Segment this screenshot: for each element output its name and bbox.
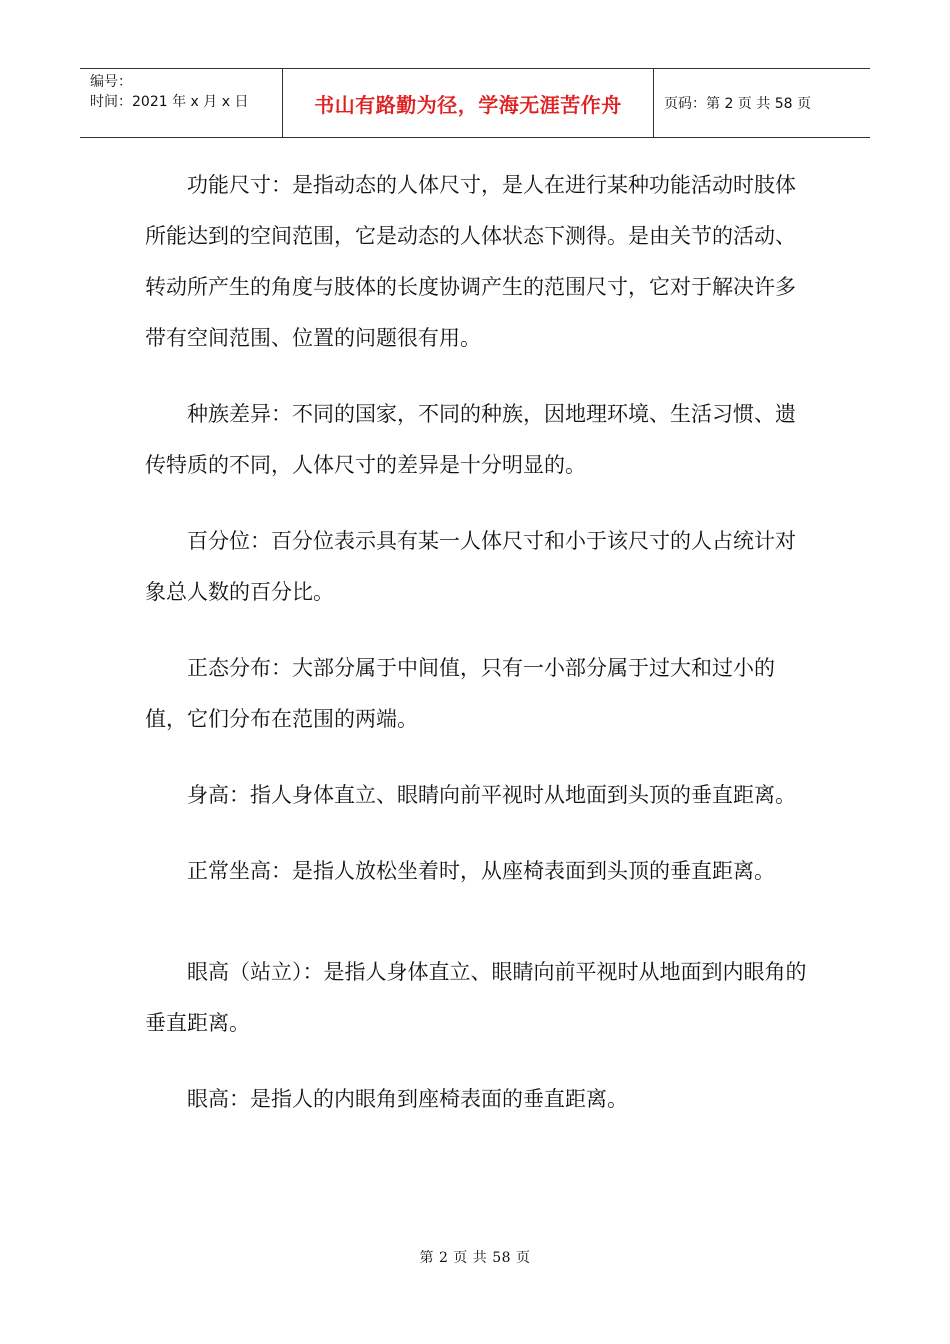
paragraph-functional-size: 功能尺寸：是指动态的人体尺寸，是人在进行某种功能活动时肢体所能达到的空间范围，它是动态的人体状态下测得。是由关节的活动、 转动所产生的角度与肢体的长度协调产生的范围尺寸，它对于解决许多带有空间范围、位置的问题很有用。 (145, 173, 810, 350)
paragraph-sitting-height: 正常坐高：是指人放松坐着时，从座椅表面到头顶的垂直距离。 (187, 859, 775, 883)
document-body (145, 160, 815, 1150)
header-motto: 书山有路勤为径，学海无涯苦作舟 (282, 69, 654, 137)
paragraph-eye-height-sitting: 眼高：是指人的内眼角到座椅表面的垂直距离。 (187, 1087, 628, 1111)
document-time-label: 时间：2021 年 x 月 x 日 (90, 94, 249, 110)
paragraph-normal-distribution: 正态分布：大部分属于中间值，只有一小部分属于过大和过小的值，它们分布在范围的两端。 (145, 656, 775, 731)
paragraph-height: 身高：指人身体直立、眼睛向前平视时从地面到头顶的垂直距离。 (187, 783, 796, 807)
header-meta (80, 69, 282, 137)
header-page-info: 页码：第 2 页 共 58 页 (664, 96, 811, 112)
page-header (80, 68, 870, 138)
paragraph-racial-difference: 种族差异：不同的国家，不同的种族，因地理环境、生活习惯、遗传特质的不同，人体尺寸的差异是十分明显的。 (145, 402, 796, 477)
document-number-label: 编号： (90, 74, 132, 90)
paragraph-percentile: 百分位：百分位表示具有某一人体尺寸和小于该尺寸的人占统计对象总人数的百分比。 (145, 529, 796, 604)
page-footer: 第 2 页 共 58 页 (419, 1250, 531, 1266)
paragraph-eye-height-standing: 眼高（站立）：是指人身体直立、眼睛向前平视时从地面到内眼角的垂直距离。 (145, 960, 807, 1035)
